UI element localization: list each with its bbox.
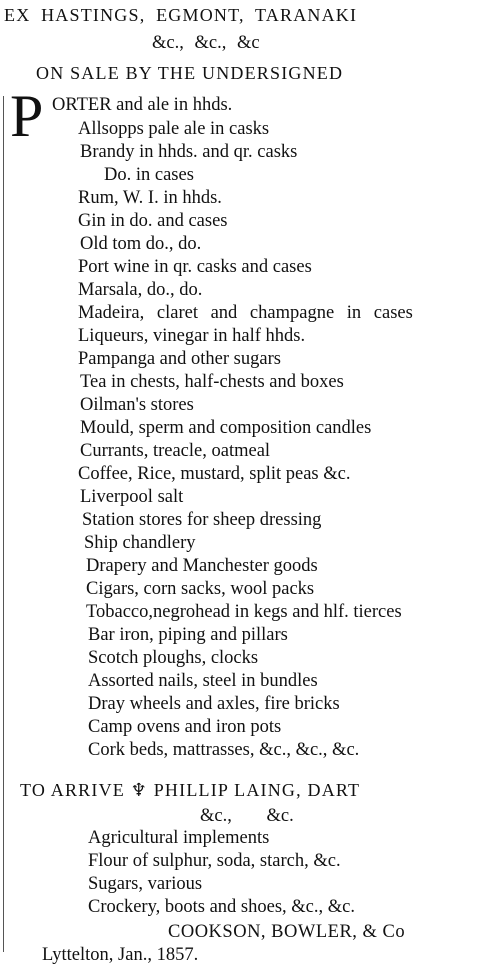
sale-item: Tobacco,negrohead in kegs and hlf. tierces (86, 602, 402, 622)
ex-ships-heading: EX HASTINGS, EGMONT, TARANAKI (4, 5, 358, 25)
etc-line: &c., &c., &c (152, 33, 260, 53)
sale-item: Dray wheels and axles, fire bricks (88, 694, 340, 714)
arrive-item: Agricultural implements (88, 828, 270, 848)
sale-item: Station stores for sheep dressing (82, 510, 322, 530)
sale-item: Coffee, Rice, mustard, split peas &c. (78, 464, 351, 484)
sale-item: Marsala, do., do. (78, 280, 203, 300)
sale-item: Liverpool salt (80, 487, 184, 507)
sale-item: Pampanga and other sugars (78, 349, 281, 369)
place-date: Lyttelton, Jan., 1857. (42, 945, 199, 965)
sale-item: Oilman's stores (80, 395, 194, 415)
sale-item: Tea in chests, half-chests and boxes (80, 372, 344, 392)
arrive-heading: TO ARRIVE ♆ PHILLIP LAING, DART (20, 780, 361, 800)
first-item: ORTER and ale in hhds. (52, 95, 233, 115)
sale-item: Allsopps pale ale in casks (78, 119, 270, 139)
on-sale-heading: ON SALE BY THE UNDERSIGNED (36, 63, 344, 83)
signature: COOKSON, BOWLER, & Co (168, 922, 406, 942)
sale-item: Bar iron, piping and pillars (88, 625, 288, 645)
sale-item: Brandy in hhds. and qr. casks (80, 142, 298, 162)
sale-item: Ship chandlery (84, 533, 196, 553)
sale-item: Cigars, corn sacks, wool packs (86, 579, 315, 599)
sale-item: Cork beds, mattrasses, &c., &c., &c. (88, 740, 360, 760)
sale-item: Old tom do., do. (80, 234, 202, 254)
sale-item: Assorted nails, steel in bundles (88, 671, 318, 691)
sale-item: Mould, sperm and composition candles (80, 418, 372, 438)
sale-item: Scotch ploughs, clocks (88, 648, 259, 668)
sale-item: Madeira, claret and champagne in cases (78, 303, 413, 323)
sale-item: Gin in do. and cases (78, 211, 228, 231)
sale-item: Drapery and Manchester goods (86, 556, 318, 576)
sale-item: Liqueurs, vinegar in half hhds. (78, 326, 306, 346)
arrive-item: Flour of sulphur, soda, starch, &c. (88, 851, 341, 871)
column-rule (3, 96, 4, 952)
sale-item: Port wine in qr. casks and cases (78, 257, 312, 277)
sale-item: Rum, W. I. in hhds. (78, 188, 222, 208)
sale-item: Camp ovens and iron pots (88, 717, 282, 737)
arrive-item: Crockery, boots and shoes, &c., &c. (88, 897, 355, 917)
sale-item: Do. in cases (104, 165, 194, 185)
arrive-item: Sugars, various (88, 874, 203, 894)
arrive-etc-line: &c., &c. (200, 806, 294, 826)
drop-cap: P (10, 83, 44, 149)
sale-item: Currants, treacle, oatmeal (80, 441, 271, 461)
